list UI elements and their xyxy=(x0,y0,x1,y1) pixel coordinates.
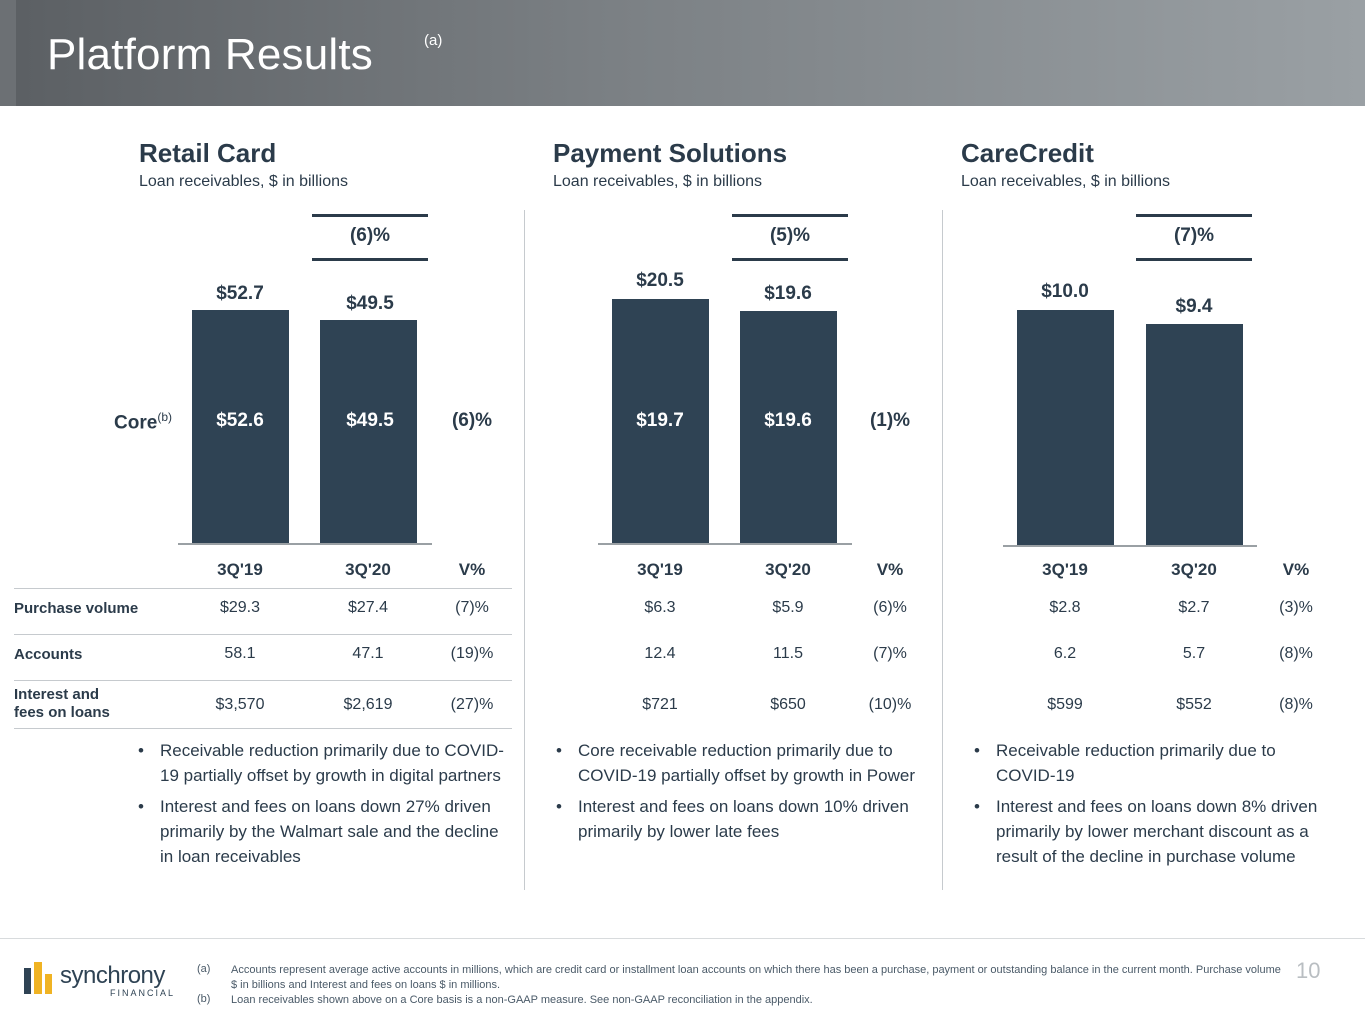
payment-bar1-core-value: $19.7 xyxy=(636,410,684,431)
list-item: • Core receivable reduction primarily due to COVID-19 partially offset by growth in Power xyxy=(548,738,928,788)
payment-accounts-3q19: 12.4 xyxy=(644,645,676,662)
footnote-b-text: Loan receivables shown above on a Core basis is a non-GAAP measure. See non-GAAP reconciliation in the appendix. xyxy=(231,994,813,1006)
payment-xlabel-v: V% xyxy=(876,560,904,579)
carecredit-xlabel-2: 3Q'20 xyxy=(1171,560,1217,579)
column-divider-2 xyxy=(942,210,943,890)
footnote-b-mark: (b) xyxy=(197,993,211,1005)
retail-interest-v: (27)% xyxy=(450,696,494,713)
synchrony-financial-logo xyxy=(24,960,194,1005)
page-title: Platform Results xyxy=(47,30,373,79)
payment-bar1-value: $20.5 xyxy=(636,270,684,291)
carecredit-total-variance: (7)% xyxy=(1173,225,1215,246)
list-item: • Interest and fees on loans down 27% driven primarily by the Walmart sale and the decline in loan receivables xyxy=(130,794,515,869)
row-header-purchase-volume: Purchase volume xyxy=(14,600,139,617)
retail-purchase-volume-3q20: $27.4 xyxy=(347,599,389,616)
retail-table-rule-2 xyxy=(14,634,512,635)
footnote-a-text: Accounts represent average active accounts in millions, which are credit card or installment loan accounts on which there has been a purchase, payment or outstanding balance in the current month. Purchase volume $ in billions and Interest and fees on loans $ in millions. xyxy=(231,964,1281,991)
logo-bars-icon xyxy=(24,962,54,994)
logo-tagline: FINANCIAL xyxy=(110,988,176,998)
retail-variance-bottom-rule xyxy=(312,258,428,261)
retail-bar2-value: $49.5 xyxy=(346,293,394,314)
logo-wordmark: synchrony xyxy=(60,962,165,989)
row-header-interest-fees: Interest and fees on loans xyxy=(14,686,110,721)
list-item: • Receivable reduction primarily due to COVID-19 partially offset by growth in digital partners xyxy=(130,738,515,788)
retail-table-rule-4 xyxy=(14,728,512,729)
carecredit-bar1-value: $10.0 xyxy=(1041,281,1089,302)
payment-accounts-3q20: 11.5 xyxy=(773,645,803,662)
page-title-footnote-mark: (a) xyxy=(424,32,443,49)
payment-interest-3q19: $721 xyxy=(642,696,678,713)
payment-xlabel-1: 3Q'19 xyxy=(637,560,683,579)
carecredit-interest-3q20: $552 xyxy=(1176,696,1212,713)
retail-xlabel-v: V% xyxy=(458,560,486,579)
payment-variance-bottom-rule xyxy=(732,258,848,261)
page-number: 10 xyxy=(1296,958,1321,983)
carecredit-purchase-volume-v: (3)% xyxy=(1279,599,1313,616)
payment-axis-line xyxy=(598,543,852,545)
retail-card-subtitle: Loan receivables, $ in billions xyxy=(139,173,349,190)
payment-purchase-volume-v: (6)% xyxy=(873,599,907,616)
carecredit-interest-v: (8)% xyxy=(1279,696,1313,713)
row-header-accounts: Accounts xyxy=(14,646,83,663)
payment-xlabel-2: 3Q'20 xyxy=(765,560,811,579)
payment-interest-v: (10)% xyxy=(868,696,912,713)
payment-bar2-core-value: $19.6 xyxy=(764,410,812,431)
carecredit-accounts-v: (8)% xyxy=(1279,645,1313,662)
retail-accounts-v: (19)% xyxy=(450,645,494,662)
payment-bar2-value: $19.6 xyxy=(764,283,812,304)
retail-purchase-volume-v: (7)% xyxy=(455,599,489,616)
retail-bullets xyxy=(130,738,515,875)
carecredit-xlabel-1: 3Q'19 xyxy=(1042,560,1088,579)
carecredit-subtitle: Loan receivables, $ in billions xyxy=(961,173,1171,190)
carecredit-axis-line xyxy=(1003,545,1257,547)
retail-axis-line xyxy=(178,543,432,545)
carecredit-purchase-volume-3q19: $2.8 xyxy=(1049,599,1081,616)
payment-variance-top-rule xyxy=(732,214,848,217)
retail-bar1-value: $52.7 xyxy=(216,283,264,304)
retail-interest-3q19: $3,570 xyxy=(215,696,265,713)
slide-header xyxy=(0,0,1365,106)
retail-interest-3q20: $2,619 xyxy=(343,696,393,713)
retail-accounts-3q19: 58.1 xyxy=(224,645,256,662)
payment-bullets xyxy=(548,738,928,850)
payment-interest-3q20: $650 xyxy=(770,696,806,713)
carecredit-accounts-3q19: 6.2 xyxy=(1053,645,1077,662)
column-divider-1 xyxy=(524,210,525,890)
carecredit-bullets xyxy=(966,738,1336,875)
payment-accounts-v: (7)% xyxy=(873,645,907,662)
footer-divider xyxy=(0,938,1365,939)
payment-purchase-volume-3q20: $5.9 xyxy=(772,599,804,616)
payment-solutions-title: Payment Solutions xyxy=(553,138,788,168)
retail-total-variance: (6)% xyxy=(349,225,391,246)
retail-card-title: Retail Card xyxy=(139,138,277,168)
retail-accounts-3q20: 47.1 xyxy=(352,645,384,662)
retail-bar2-core-value: $49.5 xyxy=(346,410,394,431)
carecredit-variance-top-rule xyxy=(1136,214,1252,217)
carecredit-bar-3q19 xyxy=(1017,310,1114,545)
carecredit-bar-3q20 xyxy=(1146,324,1243,545)
list-item: • Interest and fees on loans down 10% driven primarily by lower late fees xyxy=(548,794,928,844)
retail-bar1-core-value: $52.6 xyxy=(216,410,264,431)
list-item: • Receivable reduction primarily due to COVID-19 xyxy=(966,738,1336,788)
footnote-a-mark: (a) xyxy=(197,963,211,975)
payment-solutions-subtitle: Loan receivables, $ in billions xyxy=(553,173,763,190)
header-accent-bar xyxy=(0,0,16,106)
retail-core-variance: (6)% xyxy=(451,410,493,431)
carecredit-variance-bottom-rule xyxy=(1136,258,1252,261)
payment-purchase-volume-3q19: $6.3 xyxy=(644,599,676,616)
retail-variance-top-rule xyxy=(312,214,428,217)
retail-purchase-volume-3q19: $29.3 xyxy=(219,599,261,616)
carecredit-bar2-value: $9.4 xyxy=(1175,296,1213,317)
retail-table-rule-3 xyxy=(14,680,512,681)
retail-xlabel-1: 3Q'19 xyxy=(217,560,263,579)
core-row-label: Core$^{(b)}$ xyxy=(114,410,172,434)
list-item: • Interest and fees on loans down 8% driven primarily by lower merchant discount as a result of the decline in purchase volume xyxy=(966,794,1336,869)
payment-core-variance: (1)% xyxy=(869,410,911,431)
carecredit-xlabel-v: V% xyxy=(1282,560,1310,579)
carecredit-accounts-3q20: 5.7 xyxy=(1182,645,1206,662)
payment-total-variance: (5)% xyxy=(769,225,811,246)
carecredit-interest-3q19: $599 xyxy=(1047,696,1083,713)
retail-table-rule-1 xyxy=(14,588,512,589)
carecredit-purchase-volume-3q20: $2.7 xyxy=(1178,599,1210,616)
carecredit-title: CareCredit xyxy=(961,138,1094,168)
retail-xlabel-2: 3Q'20 xyxy=(345,560,391,579)
